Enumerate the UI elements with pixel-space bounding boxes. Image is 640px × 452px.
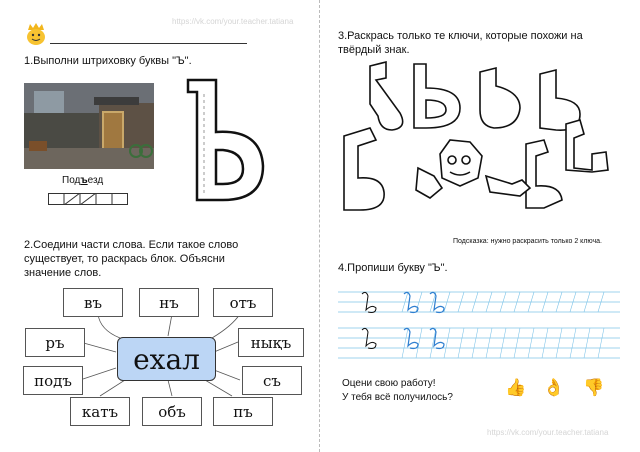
rating-line-2: У тебя всё получилось? bbox=[342, 392, 453, 403]
word-before: Под bbox=[62, 175, 81, 186]
ok-hand-icon[interactable]: 👌 bbox=[543, 378, 565, 397]
part-box-1[interactable]: въ bbox=[63, 288, 123, 317]
copybook-lines bbox=[338, 286, 620, 364]
task3-title-1: 3.Раскрась только те ключи, которые похожи на bbox=[338, 30, 583, 42]
part-box-8[interactable]: катъ bbox=[70, 397, 130, 426]
part-box-7[interactable]: съ bbox=[242, 366, 302, 395]
task3-title-2: твёрдый знак. bbox=[338, 44, 410, 56]
watermark-top: https://vk.com/your.teacher.tatiana bbox=[172, 17, 294, 26]
part-box-4[interactable]: ръ bbox=[25, 328, 85, 357]
task1-title: 1.Выполни штриховку буквы "Ъ". bbox=[24, 55, 192, 67]
task3-hint: Подсказка: нужно раскрасить только 2 ключа. bbox=[453, 238, 602, 245]
rating-line-1: Оцени свою работу! bbox=[342, 378, 436, 389]
task2-title-2: существует, то раскрась блок. Объясни bbox=[24, 253, 225, 265]
word-after: езд bbox=[87, 175, 104, 186]
task2-title-1: 2.Соедини части слова. Если такое слово bbox=[24, 239, 239, 251]
part-box-6[interactable]: подъ bbox=[23, 366, 83, 395]
watermark-bottom: https://vk.com/your.teacher.tatiana bbox=[487, 428, 609, 437]
part-box-10[interactable]: пъ bbox=[213, 397, 273, 426]
center-word-box[interactable]: ехал bbox=[117, 337, 216, 381]
keys-illustration bbox=[330, 58, 620, 233]
part-box-9[interactable]: объ bbox=[142, 397, 202, 426]
task4-title: 4.Пропиши букву "Ъ". bbox=[338, 262, 448, 274]
thumbs-down-icon[interactable]: 👎 bbox=[583, 378, 605, 397]
part-box-3[interactable]: отъ bbox=[213, 288, 273, 317]
thumbs-up-icon[interactable]: 👍 bbox=[505, 378, 527, 397]
part-box-2[interactable]: нъ bbox=[139, 288, 199, 317]
task2-title-3: значение слов. bbox=[24, 267, 102, 279]
word-hard-sign: ъ bbox=[80, 175, 88, 186]
part-box-5[interactable]: нықъ bbox=[238, 328, 304, 357]
